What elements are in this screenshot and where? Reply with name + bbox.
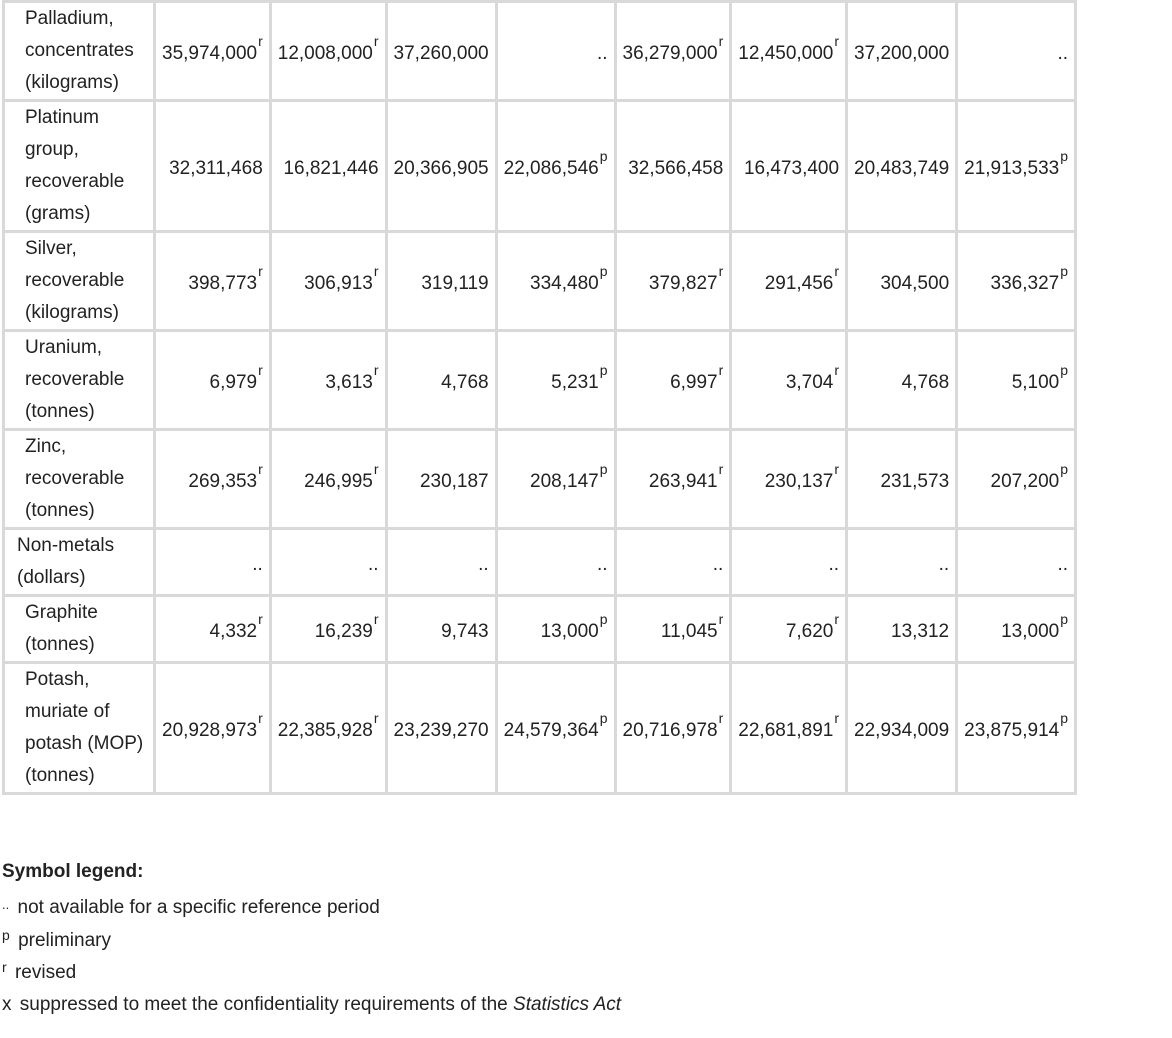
- table-cell: [848, 233, 955, 329]
- table-cell: [958, 102, 1074, 230]
- revised-flag: r: [834, 709, 840, 726]
- table-cell: [732, 3, 845, 99]
- cell-value: 4,768: [441, 372, 489, 393]
- cell-value: 306,913: [304, 273, 373, 294]
- table-cell: [272, 530, 385, 594]
- table-cell: [388, 3, 495, 99]
- cell-value: ..: [596, 554, 608, 575]
- legend-symbol-not-available: ..: [2, 897, 10, 912]
- cell-value: 230,187: [419, 471, 489, 492]
- revised-flag: r: [373, 361, 379, 378]
- row-label: Platinum group, recoverable (grams): [5, 102, 153, 230]
- table-cell: [848, 102, 955, 230]
- row-label: Palladium, concentrates (kilograms): [5, 3, 153, 99]
- table-cell: [617, 597, 730, 661]
- revised-flag: r: [834, 262, 840, 279]
- preliminary-flag: p: [599, 709, 608, 726]
- cell-value: 22,934,009: [854, 720, 950, 741]
- cell-value: 23,239,270: [393, 720, 489, 741]
- cell-value: 13,312: [891, 621, 950, 642]
- cell-value: 12,450,000: [738, 43, 834, 64]
- row-label: Potash, muriate of potash (MOP) (tonnes): [5, 664, 153, 792]
- cell-value: 16,239: [314, 621, 373, 642]
- cell-value: 37,200,000: [854, 43, 950, 64]
- preliminary-flag: p: [1060, 610, 1069, 627]
- table-row: [5, 332, 1074, 428]
- table-cell: [388, 102, 495, 230]
- table-cell: [272, 664, 385, 792]
- table-cell: [732, 431, 845, 527]
- cell-value: 246,995: [304, 471, 373, 492]
- table-cell: [732, 664, 845, 792]
- cell-value: ..: [1057, 43, 1069, 64]
- revised-flag: r: [834, 460, 840, 477]
- cell-value: ..: [478, 554, 489, 575]
- cell-value: 4,332: [209, 621, 258, 642]
- cell-value: ..: [828, 554, 840, 575]
- cell-value: ..: [712, 554, 724, 575]
- table-cell: [156, 597, 269, 661]
- revised-flag: r: [718, 262, 724, 279]
- table-row: [5, 530, 1074, 594]
- cell-value: 231,573: [880, 471, 950, 492]
- revised-flag: r: [258, 709, 263, 726]
- table-cell: [388, 597, 495, 661]
- cell-value: 207,200: [990, 471, 1060, 492]
- table-cell: [388, 530, 495, 594]
- cell-value: 6,997: [670, 372, 718, 393]
- table-body: [5, 3, 1074, 792]
- legend-symbol-suppressed: x: [2, 994, 12, 1015]
- table-row: [5, 597, 1074, 661]
- cell-value: 20,716,978: [622, 720, 718, 741]
- cell-value: 16,821,446: [283, 158, 379, 179]
- table-cell: [958, 530, 1074, 594]
- table-cell: [732, 530, 845, 594]
- row-label: Zinc, recoverable (tonnes): [5, 431, 153, 527]
- cell-value: 23,875,914: [964, 720, 1060, 741]
- row-label: Non-metals (dollars): [5, 530, 153, 594]
- table-cell: [848, 431, 955, 527]
- table-cell: [958, 332, 1074, 428]
- cell-value: 291,456: [764, 273, 834, 294]
- cell-value: ..: [252, 554, 263, 575]
- table-row: [5, 102, 1074, 230]
- revised-flag: r: [373, 32, 379, 49]
- revised-flag: r: [373, 610, 379, 627]
- revised-flag: r: [718, 610, 724, 627]
- table-cell: [617, 530, 730, 594]
- legend-symbol-preliminary: p: [2, 927, 10, 943]
- cell-value: 37,260,000: [393, 43, 489, 64]
- cell-value: 13,000: [1001, 621, 1060, 642]
- cell-value: 22,681,891: [738, 720, 834, 741]
- cell-value: 230,137: [764, 471, 834, 492]
- cell-value: 334,480: [530, 273, 599, 294]
- cell-value: 11,045: [660, 621, 718, 642]
- cell-value: 3,704: [785, 372, 834, 393]
- table-cell: [272, 233, 385, 329]
- revised-flag: r: [718, 709, 724, 726]
- cell-value: 398,773: [188, 273, 258, 294]
- revised-flag: r: [258, 610, 263, 627]
- revised-flag: r: [834, 610, 840, 627]
- table-cell: [958, 431, 1074, 527]
- cell-value: 24,579,364: [503, 720, 599, 741]
- cell-value: 336,327: [990, 273, 1060, 294]
- cell-value: 319,119: [421, 273, 489, 294]
- legend-item-preliminary: [2, 925, 1162, 957]
- cell-value: 269,353: [188, 471, 258, 492]
- table-row: [5, 431, 1074, 527]
- preliminary-flag: p: [1060, 460, 1069, 477]
- preliminary-flag: p: [1060, 147, 1069, 164]
- legend-text-revised: revised: [14, 962, 77, 983]
- legend-item-revised: [2, 957, 1162, 989]
- cell-value: 304,500: [880, 273, 950, 294]
- table-cell: [617, 332, 730, 428]
- table-cell: [848, 332, 955, 428]
- data-table: [2, 0, 1077, 795]
- cell-value: ..: [1057, 554, 1069, 575]
- table-row: [5, 233, 1074, 329]
- cell-value: 20,366,905: [393, 158, 489, 179]
- table-cell: [958, 664, 1074, 792]
- cell-value: ..: [938, 554, 950, 575]
- table-cell: [388, 431, 495, 527]
- table-cell: [156, 233, 269, 329]
- preliminary-flag: p: [1060, 262, 1069, 279]
- table-cell: [732, 102, 845, 230]
- table-cell: [388, 664, 495, 792]
- legend-text-not-available: not available for a specific reference period: [17, 897, 380, 918]
- cell-value: 12,008,000: [277, 43, 373, 64]
- cell-value: 20,483,749: [854, 158, 950, 179]
- cell-value: 6,979: [209, 372, 258, 393]
- legend-symbol-revised: r: [2, 959, 7, 975]
- cell-value: 22,385,928: [277, 720, 373, 741]
- cell-value: 9,743: [441, 621, 489, 642]
- symbol-legend: [2, 856, 1162, 1021]
- table-cell: [272, 597, 385, 661]
- preliminary-flag: p: [599, 147, 608, 164]
- revised-flag: r: [834, 32, 840, 49]
- cell-value: 32,566,458: [628, 158, 724, 179]
- table-cell: [388, 332, 495, 428]
- legend-text-preliminary: preliminary: [18, 930, 111, 951]
- cell-value: ..: [596, 43, 608, 64]
- cell-value: 379,827: [648, 273, 718, 294]
- table-cell: [732, 233, 845, 329]
- preliminary-flag: p: [599, 361, 608, 378]
- revised-flag: r: [373, 709, 379, 726]
- revised-flag: r: [258, 361, 263, 378]
- legend-text-suppressed: suppressed to meet the confidentiality requirements of the: [19, 994, 508, 1015]
- table-cell: [272, 431, 385, 527]
- table-cell: [732, 597, 845, 661]
- revised-flag: r: [718, 361, 724, 378]
- table-cell: [272, 332, 385, 428]
- table-cell: [848, 664, 955, 792]
- table-cell: [156, 102, 269, 230]
- table-cell: [732, 332, 845, 428]
- cell-value: 3,613: [325, 372, 373, 393]
- table-cell: [498, 664, 614, 792]
- table-cell: [156, 664, 269, 792]
- table-cell: [156, 332, 269, 428]
- table-cell: [617, 431, 730, 527]
- table-cell: [156, 530, 269, 594]
- table-cell: [156, 3, 269, 99]
- table-cell: [498, 597, 614, 661]
- preliminary-flag: p: [1060, 709, 1069, 726]
- revised-flag: r: [258, 32, 263, 49]
- table-cell: [617, 233, 730, 329]
- preliminary-flag: p: [1060, 361, 1069, 378]
- row-label: Uranium, recoverable (tonnes): [5, 332, 153, 428]
- table-cell: [848, 530, 955, 594]
- cell-value: 208,147: [530, 471, 599, 492]
- table-cell: [498, 530, 614, 594]
- row-label: Graphite (tonnes): [5, 597, 153, 661]
- table-cell: [617, 664, 730, 792]
- revised-flag: r: [718, 460, 724, 477]
- legend-item-not-available: [2, 892, 1162, 925]
- cell-value: 36,279,000: [622, 43, 718, 64]
- table-cell: [498, 332, 614, 428]
- table-cell: [498, 102, 614, 230]
- preliminary-flag: p: [599, 460, 608, 477]
- revised-flag: r: [258, 262, 263, 279]
- table-cell: [272, 3, 385, 99]
- table-cell: [498, 233, 614, 329]
- table-cell: [498, 431, 614, 527]
- cell-value: 4,768: [901, 372, 950, 393]
- preliminary-flag: p: [599, 262, 608, 279]
- revised-flag: r: [258, 460, 263, 477]
- revised-flag: r: [373, 262, 379, 279]
- cell-value: 16,473,400: [743, 158, 840, 179]
- cell-value: 5,100: [1011, 372, 1060, 393]
- cell-value: 20,928,973: [162, 720, 258, 741]
- revised-flag: r: [718, 32, 724, 49]
- table-cell: [272, 102, 385, 230]
- table-cell: [498, 3, 614, 99]
- preliminary-flag: p: [599, 610, 608, 627]
- table-cell: [617, 3, 730, 99]
- row-label: Silver, recoverable (kilograms): [5, 233, 153, 329]
- cell-value: 13,000: [540, 621, 599, 642]
- cell-value: 7,620: [785, 621, 834, 642]
- cell-value: 5,231: [551, 372, 599, 393]
- cell-value: 21,913,533: [964, 158, 1060, 179]
- table-row: [5, 664, 1074, 792]
- cell-value: 263,941: [648, 471, 718, 492]
- table-cell: [958, 233, 1074, 329]
- table-cell: [848, 597, 955, 661]
- legend-title: Symbol legend:: [2, 861, 144, 882]
- revised-flag: r: [373, 460, 379, 477]
- table-cell: [617, 102, 730, 230]
- table-cell: [958, 597, 1074, 661]
- table-cell: [958, 3, 1074, 99]
- table-cell: [156, 431, 269, 527]
- cell-value: 22,086,546: [503, 158, 599, 179]
- table-cell: [848, 3, 955, 99]
- legend-statistics-act: Statistics Act: [513, 994, 622, 1015]
- table-row: [5, 3, 1074, 99]
- cell-value: ..: [367, 554, 379, 575]
- table-cell: [388, 233, 495, 329]
- cell-value: 35,974,000: [162, 43, 258, 64]
- cell-value: 32,311,468: [169, 158, 263, 179]
- legend-item-suppressed: [2, 989, 1162, 1021]
- revised-flag: r: [834, 361, 840, 378]
